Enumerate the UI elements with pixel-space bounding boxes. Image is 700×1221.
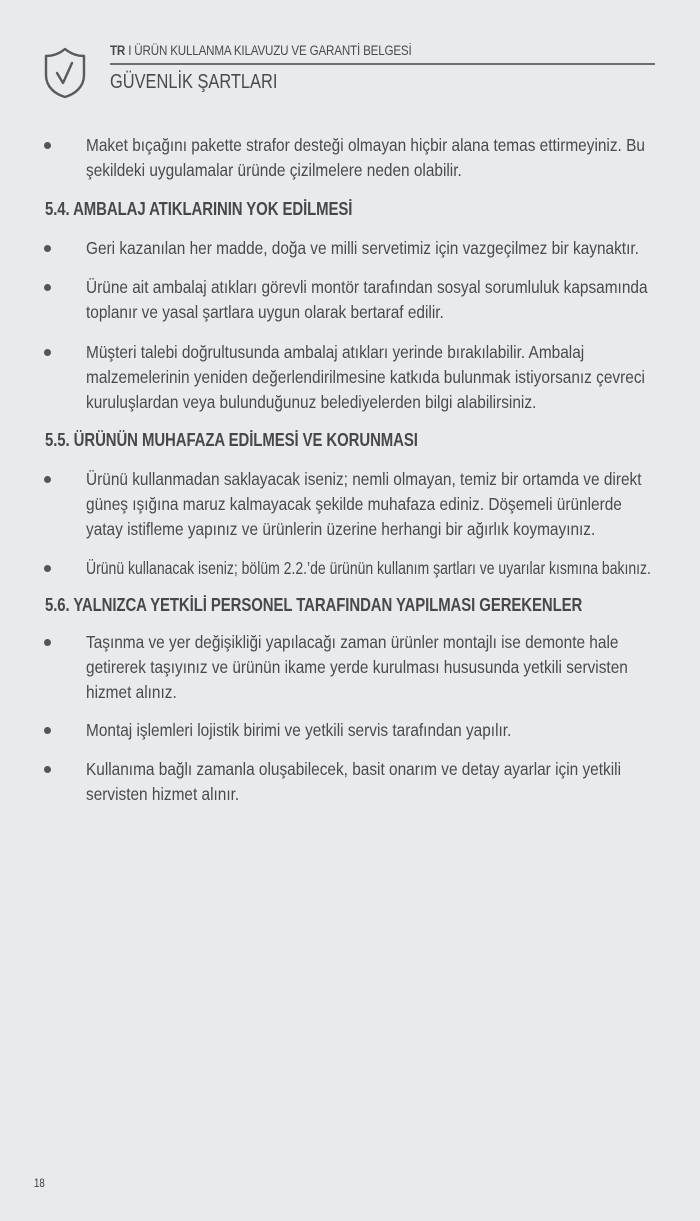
list-item: Müşteri talebi doğrultusunda ambalaj atıkları yerinde bırakılabilir. Ambalaj malzemelerinin yeniden değerlendirilmesine katkıda bulunmak istiyorsanız çevreci kuruluşlardan veya bulunduğunuz belediyelerden bilgi alabilirsiniz.: [86, 340, 686, 415]
list-item: Ürünü kullanmadan saklayacak iseniz; nemli olmayan, temiz bir ortamda ve direkt güneş ışığına maruz kalmayacak şekilde muhafaza ediniz. Döşemeli ürünlerde yatay istifleme yapınız ve ürünlerin üzerine herhangi bir ağırlık koymayınız.: [86, 467, 686, 542]
separator: I: [125, 43, 135, 58]
list-item: Taşınma ve yer değişikliği yapılacağı zaman ürünler montajlı ise demonte hale getirerek taşıyınız ve ürünün ikame yerde kurulması hususunda yetkili servisten hizmet alınız.: [86, 630, 686, 705]
bullet-icon: [44, 639, 51, 646]
bullet-icon: [44, 766, 51, 773]
page-header: [0, 0, 700, 110]
bullet-icon: [44, 476, 51, 483]
bullet-icon: [44, 284, 51, 291]
shield-check-icon: [44, 47, 86, 99]
bullet-icon: [44, 565, 51, 572]
bullet-icon: [44, 245, 51, 252]
section-heading-5-6: 5.6. YALNIZCA YETKİLİ PERSONEL TARAFINDAN YAPILMASI GEREKENLER: [45, 595, 583, 615]
list-item: Ürüne ait ambalaj atıkları görevli montör tarafından sosyal sorumluluk kapsamında toplanır ve yasal şartlara uygun olarak bertaraf edilir.: [86, 275, 686, 325]
bullet-icon: [44, 727, 51, 734]
list-item: Montaj işlemleri lojistik birimi ve yetkili servis tarafından yapılır.: [86, 718, 686, 743]
section-heading-5-4: 5.4. AMBALAJ ATIKLARININ YOK EDİLMESİ: [45, 199, 353, 219]
list-item: Ürünü kullanacak iseniz; bölüm 2.2.’de ürünün kullanım şartları ve uyarılar kısmına bakınız.: [86, 556, 686, 581]
section-heading-5-5: 5.5. ÜRÜNÜN MUHAFAZA EDİLMESİ VE KORUNMASI: [45, 430, 418, 450]
document-title: [110, 43, 412, 58]
list-item: Kullanıma bağlı zamanla oluşabilecek, basit onarım ve detay ayarlar için yetkili servisten hizmet alınır.: [86, 757, 686, 807]
bullet-icon: [44, 349, 51, 356]
language-code: TR: [110, 43, 126, 58]
header-divider: [110, 63, 655, 65]
section-title: GÜVENLİK ŞARTLARI: [110, 71, 278, 93]
list-item: Geri kazanılan her madde, doğa ve milli servetimiz için vazgeçilmez bir kaynaktır.: [86, 236, 686, 261]
bullet-icon: [44, 142, 51, 149]
list-item: Maket bıçağını pakette strafor desteği olmayan hiçbir alana temas ettirmeyiniz. Bu şekildeki uygulamalar üründe çizilmelere neden olabilir.: [86, 133, 686, 183]
page-number: 18: [34, 1176, 45, 1190]
document-title-text: ÜRÜN KULLANMA KILAVUZU VE GARANTİ BELGESİ: [134, 43, 412, 58]
